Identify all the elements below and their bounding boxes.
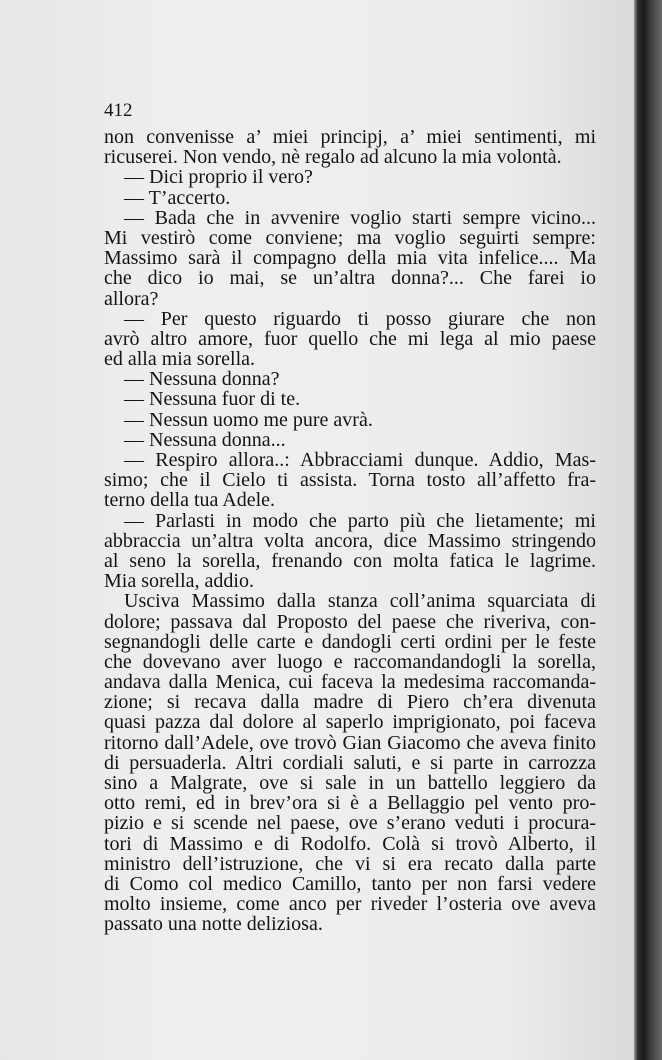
text-line: — Per questo riguardo ti posso giurare che non [124, 307, 596, 330]
text-line: ed alla mia sorella. [104, 348, 256, 371]
text-line: Mi vestirò come conviene; ma voglio seguirti sempre: [104, 226, 596, 249]
text-line: — Respiro allora..: Abbracciami dunque. Addio, Mas- [124, 449, 596, 471]
text-line: che dico io mai, se un’altra donna?... Che farei io [104, 267, 596, 290]
text-line: di persuaderla. Altri cordiali saluti, e si parte in carrozza [104, 751, 596, 774]
text-line: — Nessuna donna? [124, 368, 280, 391]
text-line: andava dalla Menica, cui faceva la medesima raccomanda- [104, 671, 596, 694]
text-line: Usciva Massimo dalla stanza coll’anima squarciata di [124, 590, 596, 613]
text-line: quasi pazza dal dolore al saperlo imprigionato, poi faceva [104, 711, 596, 734]
text-line: ricuserei. Non vendo, nè regalo ad alcuno la mia volontà. [104, 146, 562, 169]
text-line: — Dici proprio il vero? [124, 166, 313, 189]
text-line: — Bada che in avvenire voglio starti sempre vicino... [124, 206, 596, 229]
text-line: zione; si recava dalla madre di Piero ch’era divenuta [104, 691, 596, 714]
text-line: dolore; passava dal Proposto del paese che riveriva, con- [104, 610, 596, 633]
text-line: Mia sorella, addio. [104, 570, 254, 593]
text-line: sino a Malgrate, ove si sale in un battello leggiero da [104, 772, 596, 794]
text-line: pizio e si scende nel paese, ove s’erano veduti i procura- [104, 812, 596, 835]
text-line: simo; che il Cielo ti assista. Torna tosto all’affetto fra- [104, 469, 596, 492]
text-line: — Nessuna donna... [124, 428, 286, 451]
text-line: abbraccia un’altra volta ancora, dice Massimo stringendo [104, 529, 596, 552]
text-line: — T’accerto. [124, 186, 231, 209]
text-line: che dovevano aver luogo e raccomandandogli la sorella, [104, 650, 596, 673]
text-line: terno della tua Adele. [104, 489, 276, 512]
text-line: al seno la sorella, frenando con molta fatica le lagrime. [104, 549, 596, 572]
text-line: non convenisse a’ miei principj, a’ miei sentimenti, mi [104, 126, 596, 148]
text-line: segnandogli delle carte e dandogli certi ordini per le feste [104, 630, 596, 653]
text-line: di Como col medico Camillo, tanto per non farsi vedere [104, 872, 596, 895]
body-text [104, 127, 596, 935]
text-line: molto insieme, come anco per riveder l’osteria ove aveva [104, 893, 596, 916]
text-line: Massimo sarà il compagno della mia vita infelice.... Ma [104, 247, 596, 270]
text-line: avrò altro amore, fuor quello che mi lega al mio paese [104, 327, 596, 350]
text-line: — Parlasti in modo che parto più che lietamente; mi [124, 509, 596, 532]
text-line: otto remi, ed in brev’ora si è a Bellaggio pel vento pro- [104, 792, 596, 815]
book-spine-shadow [634, 0, 662, 1060]
text-line: ritorno dall’Adele, ove trovò Gian Giacomo che aveva finito [104, 731, 596, 754]
text-line: — Nessuna fuor di te. [124, 388, 301, 411]
text-line: allora? [104, 287, 159, 310]
text-line: passato una notte deliziosa. [104, 913, 323, 936]
text-line: — Nessun uomo me pure avrà. [124, 408, 373, 431]
text-line: ministro dell’istruzione, che vi si era recato dalla parte [104, 852, 596, 875]
text-line: tori di Massimo e di Rodolfo. Colà si trovò Alberto, il [104, 832, 596, 855]
page-number: 412 [104, 100, 133, 121]
